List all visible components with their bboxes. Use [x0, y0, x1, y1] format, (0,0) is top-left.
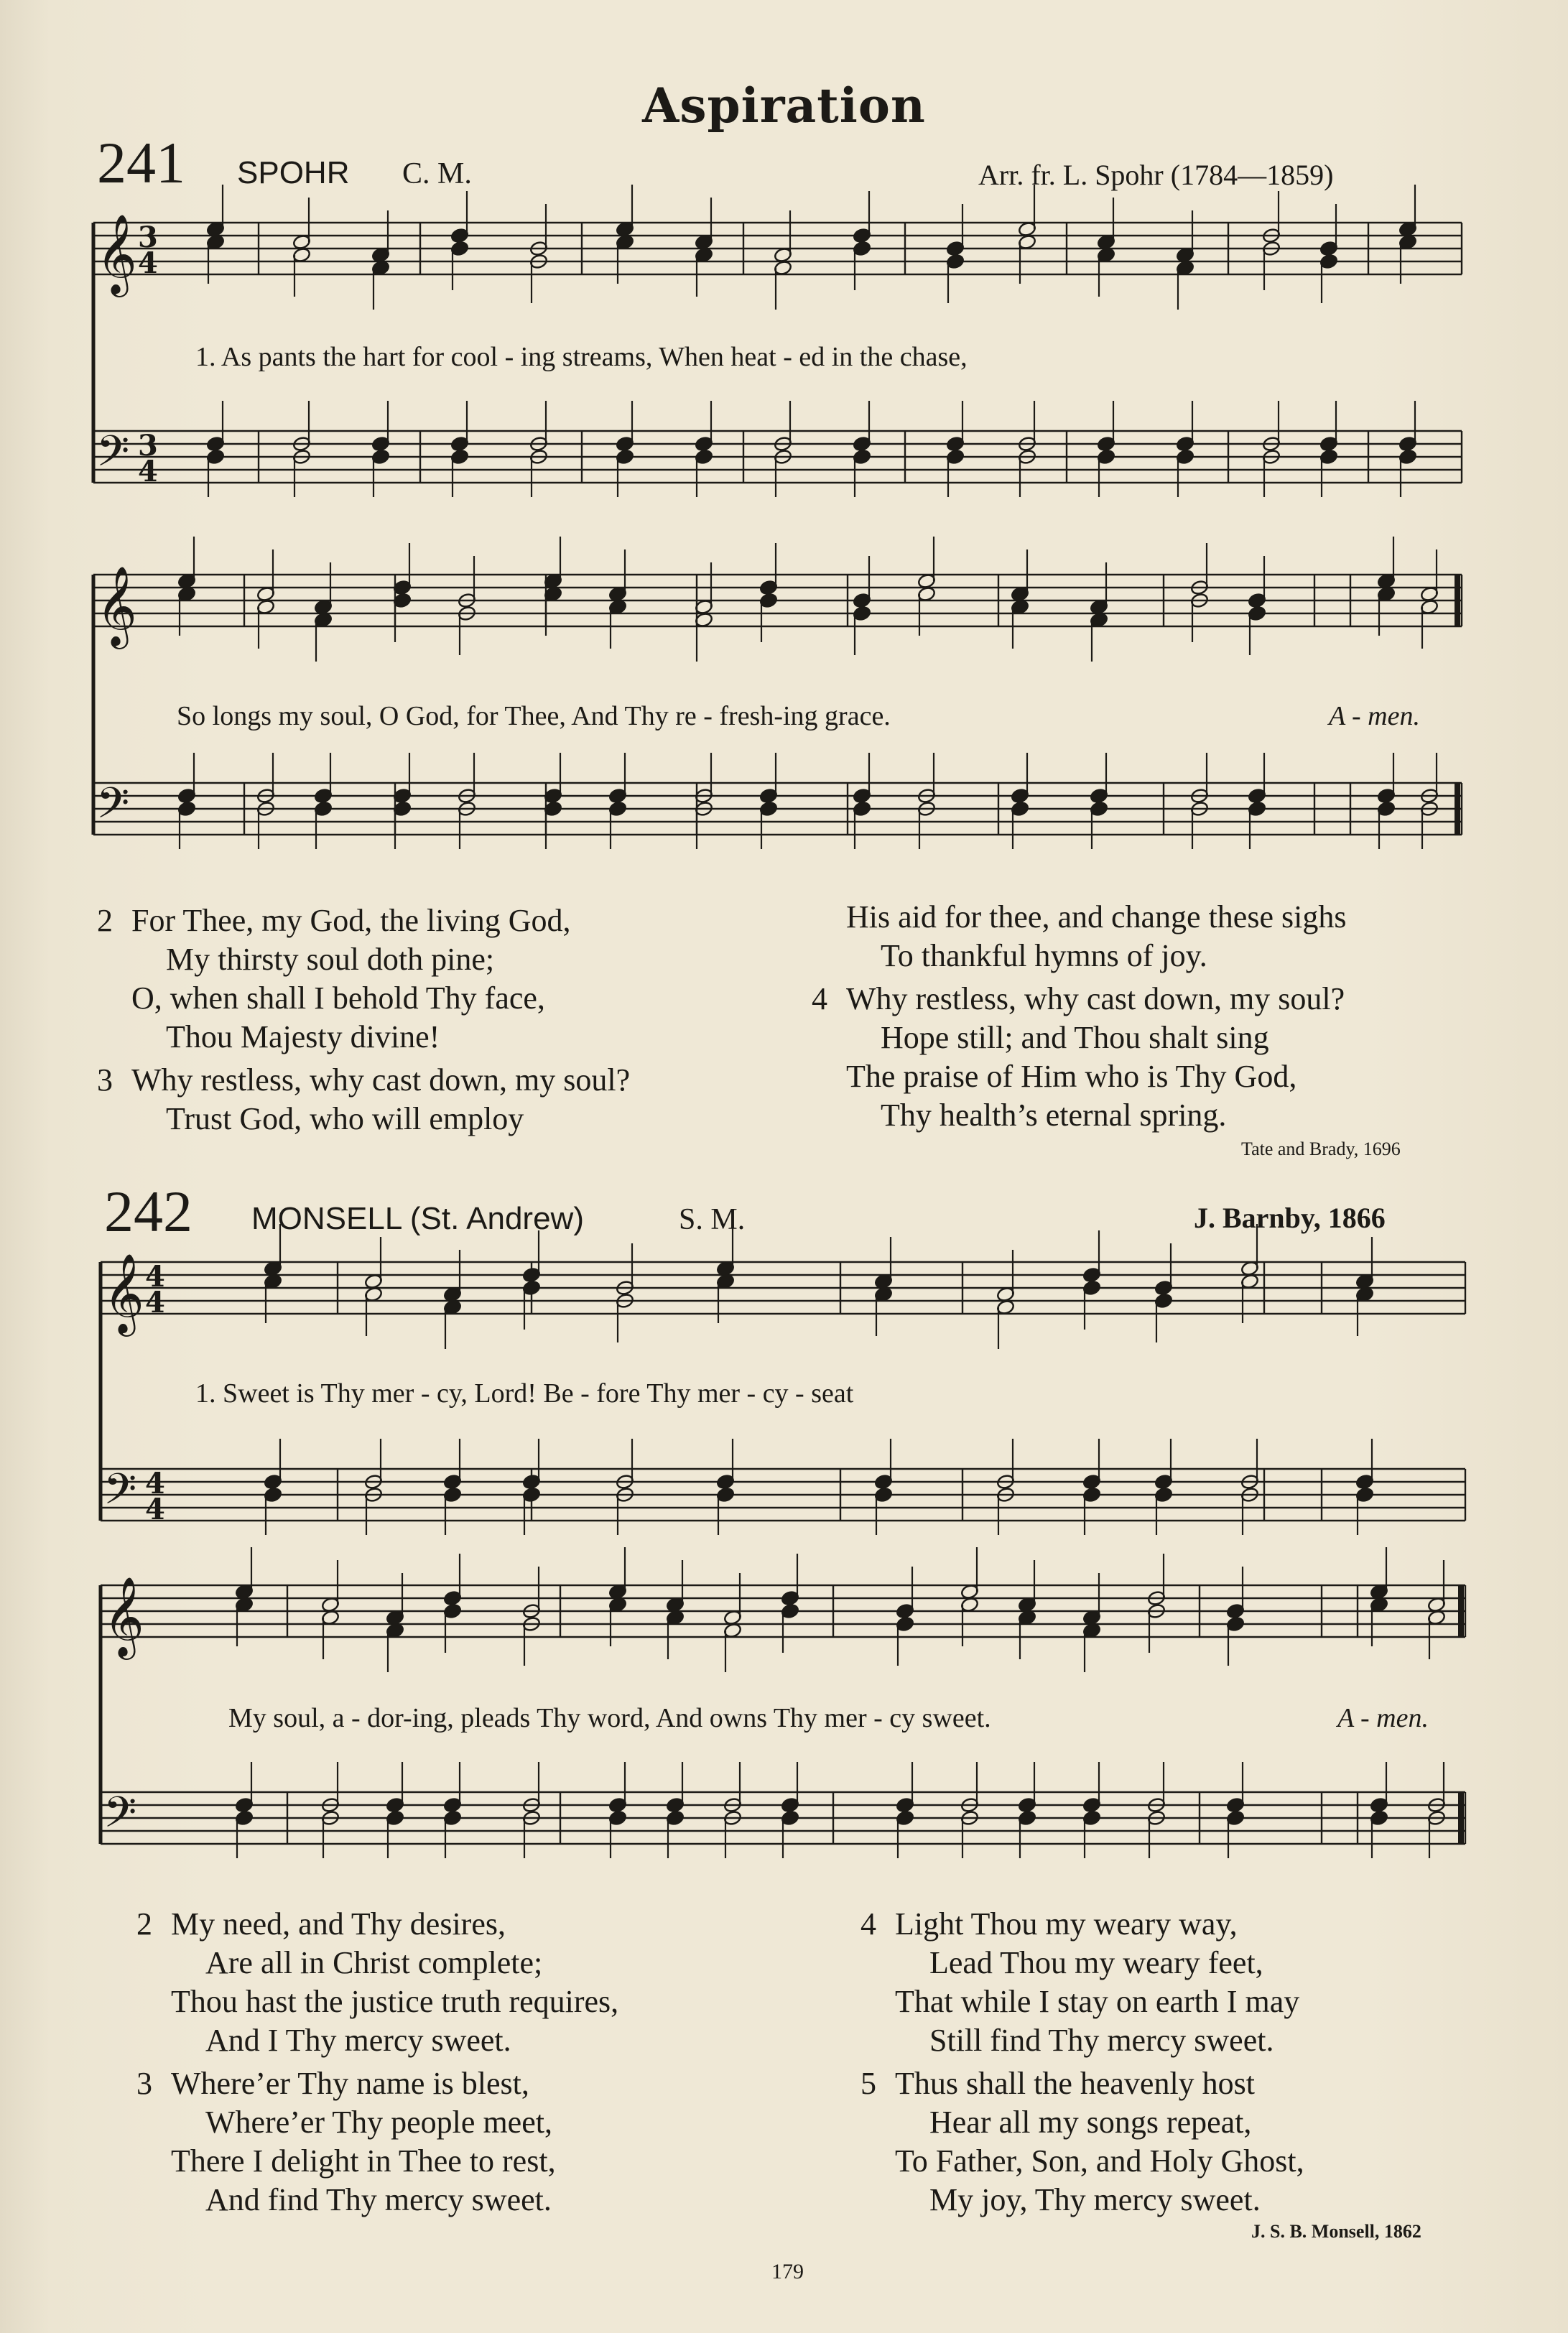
tune-name: SPOHR	[237, 155, 350, 190]
verse-line: That while I stay on earth I may	[895, 1984, 1300, 2019]
svg-text:3: 3	[138, 429, 158, 463]
verse-line: My joy, Thy mercy sweet.	[929, 2182, 1261, 2217]
verse-line: The praise of Him who is Thy God,	[846, 1059, 1297, 1094]
verse-line: Are all in Christ complete;	[205, 1945, 543, 1980]
treble-clef-icon: 𝄞	[96, 565, 137, 646]
verse-line: Still find Thy mercy sweet.	[929, 2023, 1274, 2058]
verse-line: Thy health’s eternal spring.	[881, 1098, 1227, 1133]
page-number: 179	[771, 2260, 804, 2283]
verse-line: 3 Why restless, why cast down, my soul?	[97, 1062, 631, 1098]
verse-line: Thou Majesty divine!	[166, 1019, 440, 1054]
verse-line: 5 Thus shall the heavenly host	[860, 2066, 1256, 2101]
bass-clef-icon: 𝄢	[96, 426, 130, 486]
verse-line: O, when shall I behold Thy face,	[131, 980, 545, 1016]
verse-line: Thou hast the justice truth requires,	[171, 1984, 619, 2019]
verse-line: There I delight in Thee to rest,	[171, 2143, 556, 2179]
verse-line: Hope still; and Thou shalt sing	[881, 1020, 1269, 1055]
composer: J. Barnby, 1866	[1194, 1202, 1386, 1234]
verse-line: And find Thy mercy sweet.	[205, 2182, 552, 2217]
lyrics-line: 1. As pants the hart for cool - ing streams, When heat - ed in the chase,	[195, 342, 968, 372]
verse-line: Where’er Thy people meet,	[205, 2105, 552, 2140]
verses-left-241	[97, 901, 630, 1138]
verse-line: 3 Where’er Thy name is blest,	[136, 2066, 529, 2101]
svg-text:4: 4	[145, 1260, 165, 1294]
verse-line: And I Thy mercy sweet.	[205, 2023, 511, 2058]
amen-label: A - men.	[1337, 1703, 1429, 1733]
bass-clef-icon: 𝄢	[103, 1787, 137, 1847]
bass-clef-icon: 𝄢	[103, 1464, 137, 1524]
verse-line: Lead Thou my weary feet,	[929, 1945, 1263, 1980]
author-credit: J. S. B. Monsell, 1862	[1251, 2221, 1421, 2242]
treble-clef-icon: 𝄞	[103, 1253, 144, 1333]
svg-text:4: 4	[145, 1467, 165, 1501]
verse-line: 4 Why restless, why cast down, my soul?	[812, 981, 1345, 1016]
svg-text:4: 4	[138, 246, 158, 280]
verse-line: 4 Light Thou my weary way,	[860, 1906, 1238, 1942]
verse-line: 2 For Thee, my God, the living God,	[97, 903, 571, 938]
tune-name: MONSELL (St. Andrew)	[251, 1201, 584, 1236]
verse-line: To Father, Son, and Holy Ghost,	[895, 2143, 1304, 2179]
meter: C. M.	[402, 157, 472, 190]
bass-clef-icon: 𝄢	[96, 778, 130, 838]
amen-label: A - men.	[1329, 701, 1420, 731]
hymn-number: 242	[104, 1179, 192, 1244]
section-title: Aspiration	[642, 78, 926, 134]
verse-line: His aid for thee, and change these sighs	[846, 899, 1347, 934]
verse-line: 2 My need, and Thy desires,	[136, 1906, 506, 1942]
lyrics-line: 1. Sweet is Thy mer - cy, Lord! Be - fore Thy mer - cy - seat	[195, 1378, 854, 1409]
hymn-number: 241	[97, 130, 185, 195]
svg-text:3: 3	[138, 221, 158, 254]
composer: Arr. fr. L. Spohr (1784—1859)	[978, 159, 1334, 191]
verse-line: To thankful hymns of joy.	[881, 938, 1207, 973]
verse-line: My thirsty soul doth pine;	[166, 942, 495, 977]
treble-clef-icon: 𝄞	[96, 213, 137, 294]
svg-text:4: 4	[145, 1286, 165, 1319]
verses-left-242	[136, 1905, 618, 2220]
svg-text:4: 4	[145, 1493, 165, 1526]
lyrics-line: My soul, a - dor-ing, pleads Thy word, And owns Thy mer - cy sweet.	[228, 1703, 991, 1733]
treble-clef-icon: 𝄞	[103, 1576, 144, 1656]
verse-line: Hear all my songs repeat,	[929, 2105, 1252, 2140]
verse-line: Trust God, who will employ	[166, 1101, 524, 1136]
verses-right-241	[812, 898, 1346, 1135]
svg-text:4: 4	[138, 455, 158, 488]
author-credit: Tate and Brady, 1696	[1241, 1138, 1401, 1159]
lyrics-line: So longs my soul, O God, for Thee, And Thy re - fresh-ing grace.	[177, 701, 891, 731]
verses-right-242	[860, 1905, 1304, 2220]
meter: S. M.	[679, 1203, 746, 1236]
